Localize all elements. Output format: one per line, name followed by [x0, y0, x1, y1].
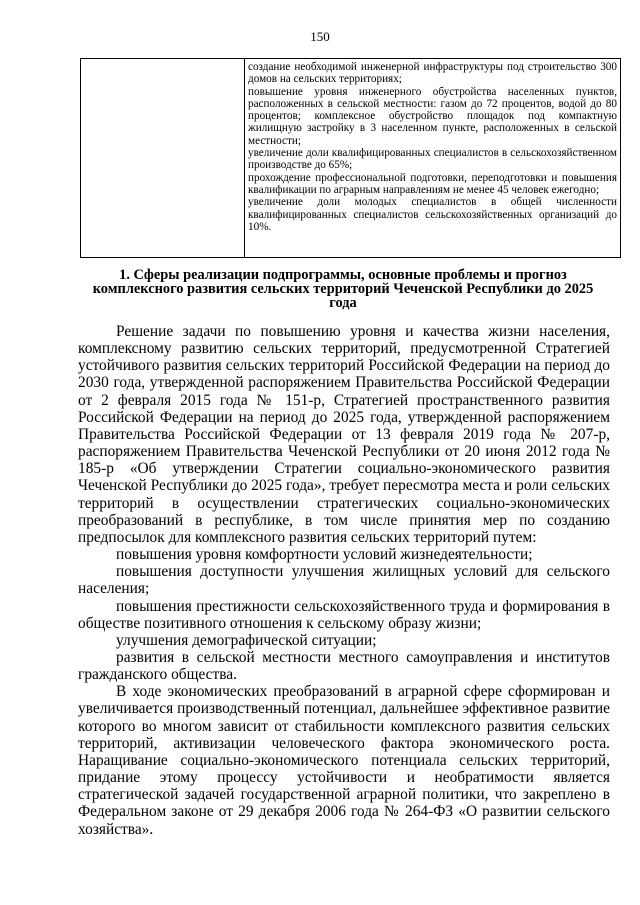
table-left-cell — [81, 59, 245, 257]
goals-table — [80, 58, 621, 258]
section-heading: 1. Сферы реализации подпрограммы, основные проблемы и прогноз комплексного развития сельских территорий Чеченской Республики до 2025 года — [92, 267, 594, 311]
table-right-cell — [248, 61, 617, 233]
table-item: создание необходимой инженерной инфраструктуры под строительство 300 домов на сельских территориях; — [248, 61, 617, 86]
table-item: увеличение доли молодых специалистов в общей численности квалифицированных специалистов сельскохозяйственных организаций до 10%. — [248, 196, 617, 233]
body-paragraph: повышения уровня комфортности условий жизнедеятельности; — [116, 546, 533, 564]
body-paragraph: повышения престижности сельскохозяйственного труда и формирования в обществе позитивного отношения к сельскому образу жизни; — [78, 597, 610, 632]
page-number: 150 — [310, 29, 330, 44]
table-item: увеличение доли квалифицированных специалистов в сельскохозяйственном производстве до 65%; — [248, 147, 617, 172]
section-body — [78, 323, 610, 838]
body-paragraph: развития в сельской местности местного самоуправления и институтов гражданского общества. — [78, 648, 610, 684]
body-paragraph: Решение задачи по повышению уровня и качества жизни населения, комплексному развитию сельских территорий, предусмотренной Стратегией устойчивого развития сельских территорий Российской Федерации на период до 2030 года, утвержденной распоряжением Правительства Российской Федерации от 2 февраля 2015 года № 151-р, Стратегией пространственного развития Российской Федерации на период до 2025 года, утвержденной распоряжением Правительства Российской Федерации от 13 февраля 2019 года № 207-р, распоряжением Правительства Чеченской Республики от 20 июня 2012 года № 185-р «Об утверждении Стратегии социально-экономического развития Чеченской Республики до 2025 года», требует пересмотра места и роли сельских территорий в осуществлении стратегических социально-экономических преобразований в республике, в том числе принятия мер по созданию предпосылок для комплексного развития сельских территорий путем: — [78, 323, 610, 546]
table-item: повышение уровня инженерного обустройства населенных пунктов, расположенных в сельской местности: газом до 72 процентов, водой до 80 процентов; комплексное обустройство площадок под компактную жилищную застройку в 3 населенном пункте, расположенных в сельской местности; — [248, 85, 617, 147]
table-item: прохождение профессиональной подготовки, переподготовки и повышения квалификации по аграрным направлениям не менее 45 человек ежегодно; — [248, 171, 617, 196]
body-paragraph: В ходе экономических преобразований в аграрной сфере сформирован и увеличивается производственный потенциал, дальнейшее эффективное развитие которого во многом зависит от стабильности комплексного развития сельских территорий, активизации человеческого фактора экономического роста. Наращивание социально-экономического потенциала сельских территорий, придание этому процессу устойчивости и необратимости является стратегической задачей государственной аграрной политики, что закреплено в Федеральном законе от 29 декабря 2006 года № 264-ФЗ «О развитии сельского хозяйства». — [78, 683, 610, 838]
body-paragraph: улучшения демографической ситуации; — [116, 631, 377, 649]
body-paragraph: повышения доступности улучшения жилищных условий для сельского населения; — [78, 563, 610, 598]
